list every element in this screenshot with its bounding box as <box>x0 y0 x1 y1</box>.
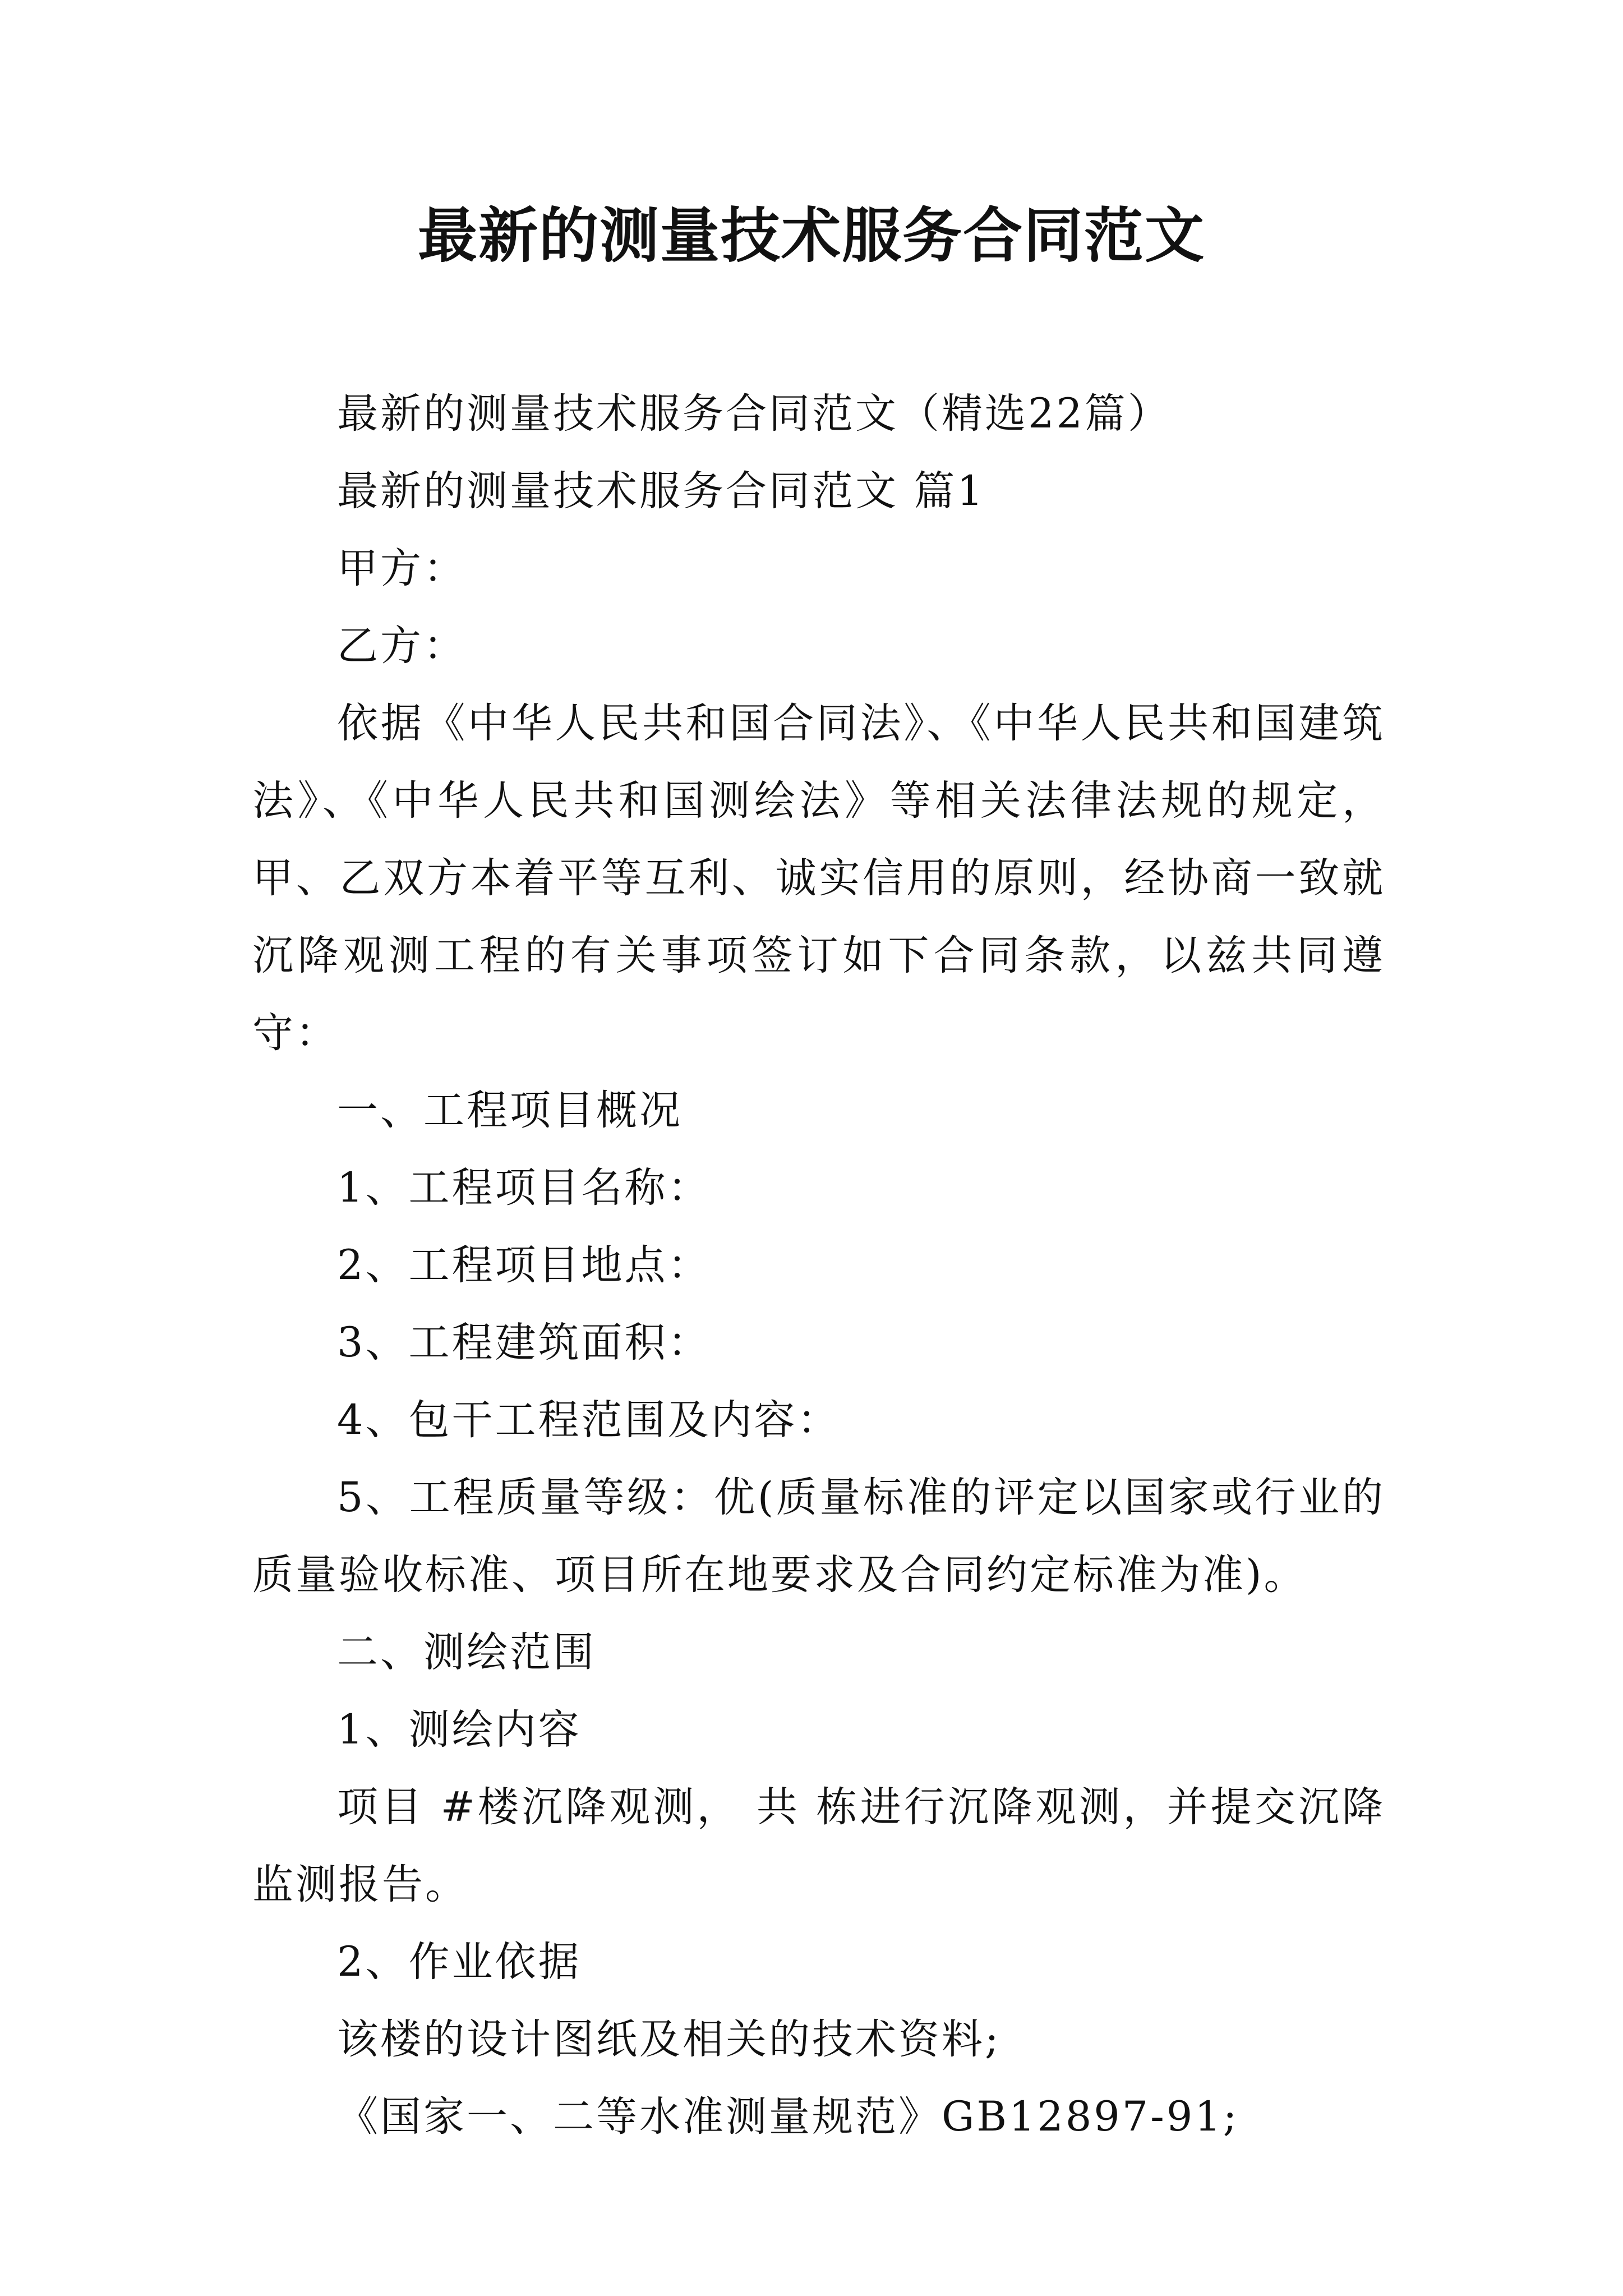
paragraph-party-a: 甲方： <box>337 545 467 592</box>
paragraph-item: 1、工程项目名称： <box>337 1164 711 1212</box>
paragraph-item: 5、工程质量等级：优(质量标准的评定以国家或行业的质量验收标准、项目所在地要求及合同约定标准为准)。 <box>252 1474 1385 1599</box>
paragraph-text: 项目 #楼沉降观测， 共 栋进行沉降观测，并提交沉降监测报告。 <box>252 1783 1385 1908</box>
paragraph-heading-scope: 二、测绘范围 <box>337 1628 596 1676</box>
paragraph-text: 该楼的设计图纸及相关的技术资料; <box>337 2016 1001 2063</box>
paragraph-item: 2、工程项目地点： <box>337 1241 711 1289</box>
paragraph-section-heading: 最新的测量技术服务合同范文 篇1 <box>337 467 985 515</box>
paragraph-item: 2、作业依据 <box>337 1938 582 1986</box>
paragraph-text: 《国家一、二等水准测量规范》GB12897-91; <box>337 2093 1239 2141</box>
paragraph-item: 1、测绘内容 <box>337 1706 582 1754</box>
paragraph-subtitle: 最新的测量技术服务合同范文（精选22篇） <box>337 390 1171 438</box>
paragraph-preamble: 依据《中华人民共和国合同法》、《中华人民共和国建筑法》、《中华人民共和国测绘法》等相关法律法规的规定，甲、乙双方本着平等互利、诚实信用的原则，经协商一致就 沉降观测工程的有关事项签订如下合同条款，以兹共同遵守： <box>252 700 1385 1057</box>
document-title: 最新的测量技术服务合同范文 <box>418 200 1205 270</box>
document-body <box>252 375 1385 2156</box>
paragraph-item: 4、包干工程范围及内容： <box>337 1396 841 1444</box>
paragraph-item: 3、工程建筑面积： <box>337 1319 711 1366</box>
paragraph-party-b: 乙方： <box>337 622 467 670</box>
paragraph-heading-overview: 一、工程项目概况 <box>337 1087 683 1134</box>
